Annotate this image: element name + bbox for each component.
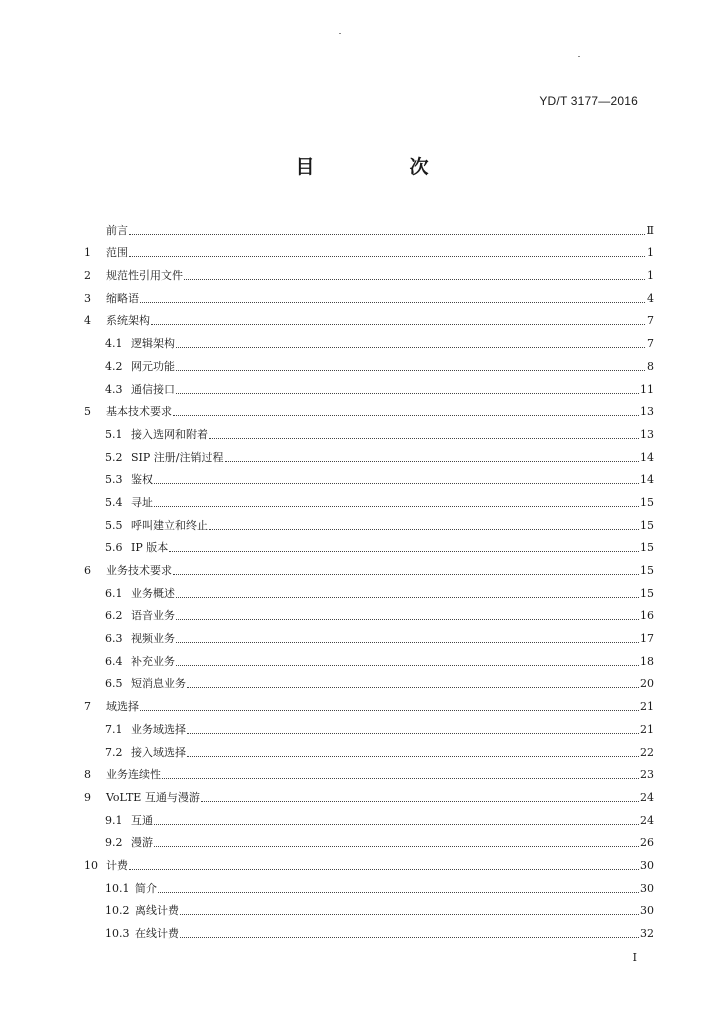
toc-entry-label: 业务域选择 [131,722,186,736]
toc-entry-label: 离线计费 [135,904,179,918]
dot-leader [180,937,639,938]
toc-entry-number: 5 [84,405,91,419]
toc-entry-number: 7.2 [105,745,123,759]
toc-entry-page: 15 [640,541,654,555]
toc-entry[interactable] [84,646,654,669]
toc-entry-label: 业务连续性 [106,768,161,782]
toc-entry[interactable] [84,714,654,737]
toc-entry-number: 6.2 [105,609,123,623]
toc-entry-number: 10.3 [105,927,130,940]
toc-entry-number: 9.2 [105,836,123,850]
toc-entry[interactable] [84,238,654,261]
toc-entry-number: 6.1 [105,586,123,600]
toc-entry-number: 1 [84,246,91,260]
toc-entry-label: 简介 [135,881,157,895]
toc-entry-label: 业务技术要求 [106,564,172,577]
dot-leader [158,892,639,893]
toc-entry-number: 10.1 [105,881,130,895]
toc-entry-number: 4.1 [105,337,123,351]
toc-entry-page: 24 [640,790,654,804]
toc-entry-label: VoLTE 互通与漫游 [106,790,200,804]
toc-entry-number: 6.5 [105,677,123,691]
toc-entry-page: 4 [647,291,654,305]
dot-leader [129,256,645,257]
toc-entry-label: 互通 [131,813,153,827]
toc-entry-page: 30 [640,904,654,918]
toc-entry-page: 15 [640,518,654,532]
toc-entry-number: 7 [84,700,91,714]
toc-entry[interactable] [84,351,654,374]
toc-entry-label: 计费 [106,858,128,872]
dot-leader [162,778,639,779]
toc-entry-number: 9.1 [105,813,123,827]
page-title: 目 次 [295,156,467,178]
toc-entry-page: 14 [640,450,654,464]
dot-leader [154,824,639,825]
toc-entry-label: 域选择 [106,700,139,714]
toc-entry[interactable] [84,328,654,351]
toc-entry-label: 呼叫建立和终止 [131,518,208,532]
toc-entry-label: 逻辑架构 [131,337,175,351]
toc-entry[interactable] [84,623,654,646]
toc-entry[interactable] [84,283,654,306]
dot-leader [187,687,639,688]
dot-leader [187,733,639,734]
toc-entry-label: 寻址 [131,495,153,509]
dot-leader [176,370,645,371]
dot-leader [154,506,639,507]
toc-entry-page: 1 [647,246,654,260]
toc-entry-number: 5.2 [105,450,123,464]
toc-entry-label: 在线计费 [135,927,179,940]
toc-entry[interactable] [84,442,654,465]
toc-entry-page: 7 [647,314,654,328]
dot-leader [140,710,639,711]
toc-entry-page: 30 [640,858,654,872]
toc-entry-page: 7 [647,337,654,351]
toc-entry-label: 范围 [106,246,128,260]
toc-entry-number: 6 [84,564,91,577]
toc-entry-label: IP 版本 [131,541,169,555]
dot-leader [154,846,639,847]
toc-entry-label: 短消息业务 [131,677,186,691]
toc-entry-label: 鉴权 [131,473,153,487]
dot-leader [176,597,639,598]
toc-entry-number: 10 [84,858,98,872]
dot-leader [151,324,645,325]
toc-entry[interactable] [84,828,654,851]
dot-leader [209,438,639,439]
toc-entry-label: 漫游 [131,836,153,850]
toc-entry-label: 缩略语 [106,291,139,305]
toc-entry-page: 18 [640,654,654,668]
toc-entry[interactable] [84,760,654,783]
toc-entry[interactable] [84,737,654,760]
toc-entry-page: 15 [640,586,654,600]
toc-entry-page: 13 [640,427,654,441]
toc-entry-label: 基本技术要求 [106,405,172,419]
toc-entry[interactable] [84,578,654,601]
toc-entry-number: 6.3 [105,632,123,646]
toc-entry-label: 前言 [106,223,128,237]
toc-entry-number: 5.3 [105,473,123,487]
toc-entry[interactable] [84,555,654,578]
toc-entry-label: 补充业务 [131,654,175,668]
toc-entry-page: 21 [640,700,654,714]
toc-entry[interactable] [84,374,654,397]
toc-entry[interactable] [84,873,654,896]
toc-entry-label: SIP 注册/注销过程 [131,450,224,464]
toc-entry-label: 接入选网和附着 [131,427,208,441]
toc-entry-number: 4 [84,314,91,328]
toc-entry-number: 4.3 [105,382,123,396]
dot-leader [173,574,639,575]
toc-entry-number: 5.5 [105,518,123,532]
toc-entry-page: 30 [640,881,654,895]
toc-entry[interactable] [84,601,654,624]
page-number: I [632,951,637,964]
toc-entry-page: 11 [640,382,654,396]
toc-entry-page: 1 [647,269,654,283]
toc-entry-page: 15 [640,495,654,509]
dot-leader [176,665,639,666]
toc-entry[interactable] [84,306,654,329]
dot-leader [209,529,639,530]
toc-entry-number: 10.2 [105,904,130,918]
toc-entry[interactable] [84,691,654,714]
toc-entry-page: 8 [647,359,654,373]
toc-entry-page: 15 [640,564,654,577]
toc-entry-label: 接入域选择 [131,745,186,759]
toc-entry-label: 业务概述 [131,586,175,600]
standard-code: YD/T 3177—2016 [539,94,638,108]
toc-entry-number: 7.1 [105,722,123,736]
toc-entry-page: 24 [640,813,654,827]
toc-entry-page: 26 [640,836,654,850]
toc-entry[interactable] [84,397,654,420]
toc-entry-number: 2 [84,269,91,283]
toc-entry-page: 20 [640,677,654,691]
toc-entry-page: 17 [640,632,654,646]
toc-entry-number: 4.2 [105,359,123,373]
scan-speck [578,56,580,57]
toc-entry[interactable] [84,896,654,919]
dot-leader [154,483,639,484]
dot-leader [140,302,645,303]
toc-entry-page: 14 [640,473,654,487]
toc-entry[interactable] [84,215,654,238]
toc-entry[interactable] [84,782,654,805]
toc-entry-number: 6.4 [105,654,123,668]
dot-leader [225,461,640,462]
toc-entry-page: 23 [640,768,654,782]
dot-leader [169,551,639,552]
toc-entry-label: 网元功能 [131,359,175,373]
dot-leader [187,756,639,757]
dot-leader [173,415,639,416]
toc-entry-number: 5.1 [105,427,123,441]
toc-entry[interactable] [84,533,654,556]
dot-leader [201,801,639,802]
toc-entry[interactable] [84,487,654,510]
toc-entry-label: 系统架构 [106,314,150,328]
toc-entry-page: 16 [640,609,654,623]
toc-entry[interactable] [84,260,654,283]
toc-entry-number: 5.6 [105,541,123,555]
toc-entry-label: 规范性引用文件 [106,269,183,283]
dot-leader [180,914,639,915]
toc-entry-label: 视频业务 [131,632,175,646]
toc-entry-label: 通信接口 [131,382,175,396]
dot-leader [176,619,639,620]
toc-entry-page: Ⅱ [646,223,654,237]
toc-entry-page: 22 [640,745,654,759]
toc-entry-page: 21 [640,722,654,736]
toc-entry-page: 13 [640,405,654,419]
toc-entry[interactable] [84,918,654,941]
toc-entry-number: 5.4 [105,495,123,509]
toc-entry-number: 9 [84,790,91,804]
dot-leader [176,393,639,394]
dot-leader [129,869,639,870]
scan-speck [339,33,341,34]
toc-entry-number: 3 [84,291,91,305]
dot-leader [129,234,645,235]
dot-leader [176,642,639,643]
toc-entry[interactable] [84,805,654,828]
dot-leader [184,279,645,280]
toc-entry[interactable] [84,510,654,533]
toc-entry-number: 8 [84,768,91,782]
toc-entry[interactable] [84,669,654,692]
table-of-contents [84,215,654,941]
dot-leader [176,347,645,348]
toc-entry[interactable] [84,465,654,488]
toc-entry[interactable] [84,850,654,873]
toc-entry[interactable] [84,419,654,442]
toc-entry-page: 32 [640,927,654,940]
toc-entry-label: 语音业务 [131,609,175,623]
